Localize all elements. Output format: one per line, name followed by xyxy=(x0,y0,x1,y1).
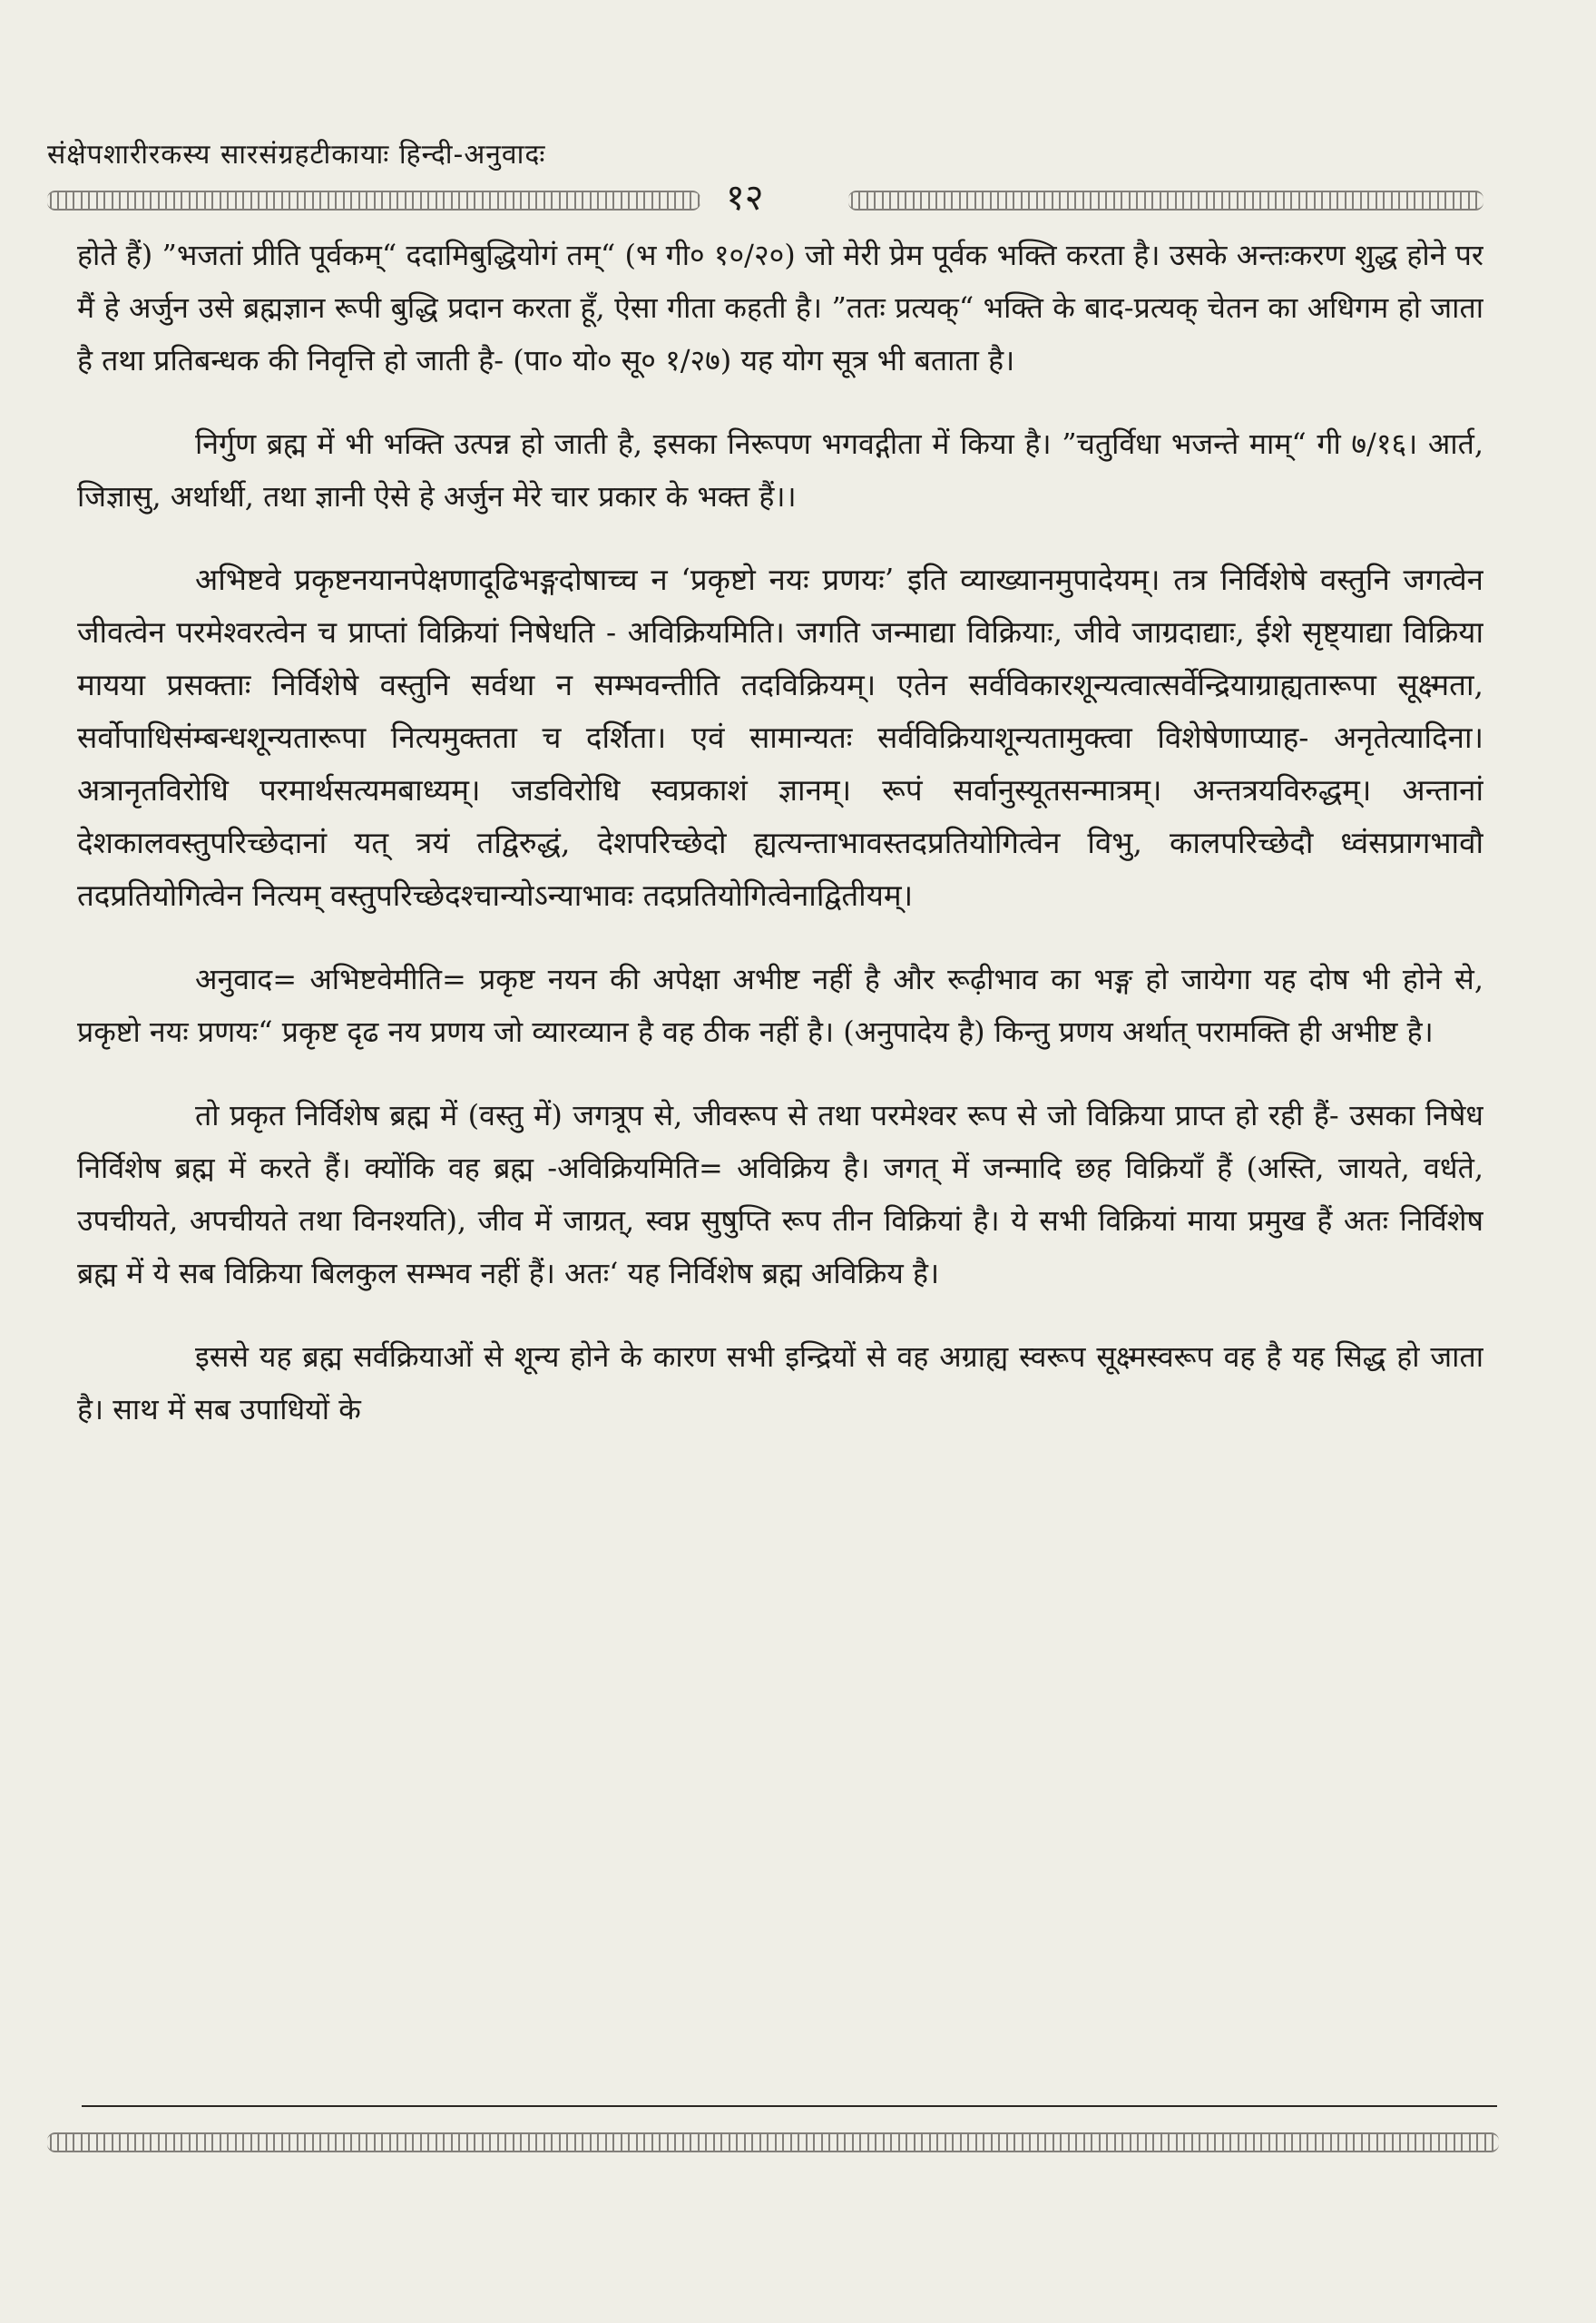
header-ornament-left xyxy=(47,191,700,211)
paragraph-5: तो प्रकृत निर्विशेष ब्रह्म में (वस्तु में) जगत्रूप से, जीवरूप से तथा परमेश्वर रूप से जो विक्रिया प्राप्त हो रही हैं- उसका निषेध निर्विशेष ब्रह्म में करते हैं। क्योंकि वह ब्रह्म -अविक्रियमिति= अविक्रिय है। जगत् में जन्मादि छह विक्रियाँ हैं (अस्ति, जायते, वर्धते, उपचीयते, अपचीयते तथा विनश्यति), जीव में जाग्रत्, स्वप्न सुषुप्ति रूप तीन विक्रियां है। ये सभी विक्रियां माया प्रमुख हैं अतः निर्विशेष ब्रह्म में ये सब विक्रिया बिलकुल सम्भव नहीं हैं। अतः‘ यह निर्विशेष ब्रह्म अविक्रिय है। xyxy=(77,1098,1483,1290)
paragraph-6: इससे यह ब्रह्म सर्वक्रियाओं से शून्य होने के कारण सभी इन्द्रियों से वह अग्राह्य स्वरूप सूक्ष्मस्वरूप वह है यह सिद्ध हो जाता है। साथ में सब उपाधियों के xyxy=(77,1339,1483,1426)
footer-ornament xyxy=(47,2132,1499,2152)
header-ornament-right xyxy=(848,191,1483,211)
running-header-title: संक्षेपशारीरकस्य सारसंग्रहटीकायाः हिन्दी-अनुवादः xyxy=(47,139,546,171)
paragraph-2: निर्गुण ब्रह्म में भी भक्ति उत्पन्न हो जाती है, इसका निरूपण भगवद्गीता में किया है। ”चतुर्विधा भजन्ते माम्“ गी ७/१६। आर्त, जिज्ञासु, अर्थार्थी, तथा ज्ञानी ऐसे हे अर्जुन मेरे चार प्रकार के भक्त हैं।। xyxy=(77,426,1483,514)
page-number: १२ xyxy=(726,177,764,219)
footer-rule xyxy=(82,2105,1497,2107)
paragraph-3-sanskrit: अभिष्टवे प्रकृष्टनयानपेक्षणादूढिभङ्गदोषाच्च न ‘प्रकृष्टो नयः प्रणयः’ इति व्याख्यानमुपादेयम्। तत्र निर्विशेषे वस्तुनि जगत्वेन जीवत्वेन परमेश्वरत्वेन च प्राप्तां विक्रियां निषेधति - अविक्रियमिति। जगति जन्माद्या विक्रियाः, जीवे जाग्रदाद्याः, ईशे सृष्ट्याद्या विक्रिया मायया प्रसक्ताः निर्विशेषे वस्तुनि सर्वथा न सम्भवन्तीति तदविक्रियम्। एतेन सर्वविकारशून्यत्वात्सर्वेन्द्रियाग्राह्यतारूपा सूक्ष्मता, सर्वोपाधिसंम्बन्धशून्यतारूपा नित्यमुक्तता च दर्शिता। एवं सामान्यतः सर्वविक्रियाशून्यतामुक्त्वा विशेषेणाप्याह- अनृतेत्यादिना। अत्रानृतविरोधि परमार्थसत्यमबाध्यम्। जडविरोधि स्वप्रकाशं ज्ञानम्। रूपं सर्वानुस्यूतसन्मात्रम्। अन्तत्रयविरुद्धम्। अन्तानां देशकालवस्तुपरिच्छेदानां यत् त्रयं तद्विरुद्धं, देशपरिच्छेदो ह्यत्यन्ताभावस्तदप्रतियोगित्वेन विभु, कालपरिच्छेदौ ध्वंसप्रागभावौ तदप्रतियोगित्वेन नित्यम् वस्तुपरिच्छेदश्चान्योऽन्याभावः तदप्रतियोगित्वेनाद्वितीयम्। xyxy=(77,562,1483,913)
body-text xyxy=(77,229,1483,2089)
paragraph-1: होते हैं) ”भजतां प्रीति पूर्वकम्“ ददामिबुद्धियोगं तम्“ (भ गी० १०/२०) जो मेरी प्रेम पूर्वक भक्ति करता है। उसके अन्तःकरण शुद्ध होने पर मैं हे अर्जुन उसे ब्रह्मज्ञान रूपी बुद्धि प्रदान करता हूँ, ऐसा गीता कहती है। ”ततः प्रत्यक्“ भक्ति के बाद-प्रत्यक् चेतन का अधिगम हो जाता है तथा प्रतिबन्धक की निवृत्ति हो जाती है- (पा० यो० सू० १/२७) यह योग सूत्र भी बताता है। xyxy=(77,238,1483,377)
paragraph-4-translation: अनुवाद= अभिष्टवेमीति= प्रकृष्ट नयन की अपेक्षा अभीष्ट नहीं है और रूढ़ीभाव का भङ्ग हो जायेगा यह दोष भी होने से, प्रकृष्टो नयः प्रणयः“ प्रकृष्ट दृढ नय प्रणय जो व्यारव्यान है वह ठीक नहीं है। (अनुपादेय है) किन्तु प्रणय अर्थात् परामक्ति ही अभीष्ट है। xyxy=(77,962,1483,1049)
